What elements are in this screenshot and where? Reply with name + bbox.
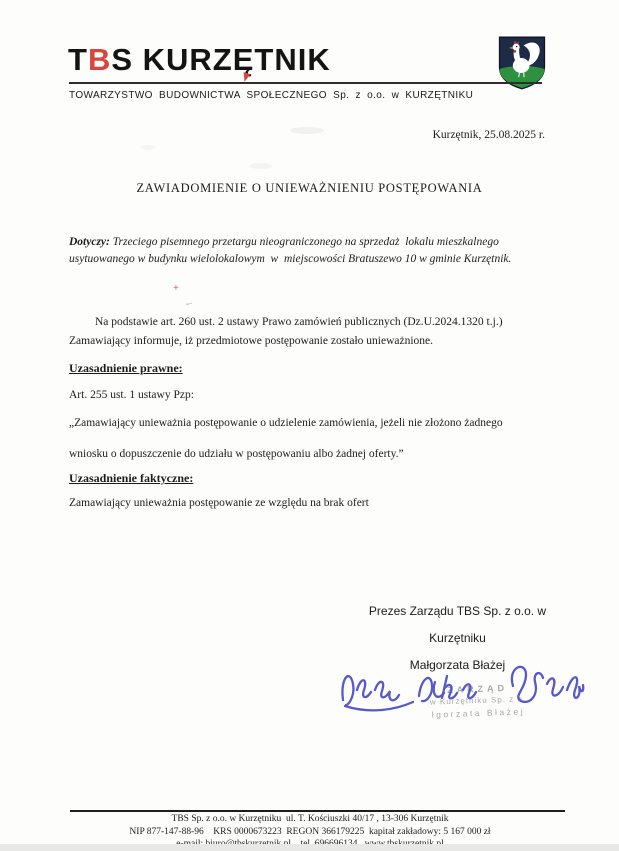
intro-line-1: Na podstawie art. 260 ust. 2 ustawy Prawo zamówień publicznych (Dz.U.2024.1320 t.j.) (95, 316, 503, 328)
stamp-line-2: w Kurzętniku Sp. z o. (429, 694, 527, 707)
scan-edge-shadow (0, 844, 619, 851)
subject-line-1: Trzeciego pisemnego przetargu nieograniczonego na sprzedaż lokalu mieszkalnego (109, 236, 499, 248)
scan-smudge (290, 127, 324, 134)
footer-registry-line: NIP 877-147-88-96 KRS 0000673223 REGON 366179225 kapitał zakładowy: 5 167 000 zł (129, 826, 491, 837)
signer-name: Małgorzata Błażej (409, 658, 506, 672)
subject-paragraph (69, 234, 549, 268)
scan-smudge (140, 145, 156, 150)
subject-line-2: usytuowanego w budynku wielolokalowym w miejscowości Bratuszewo 10 w gminie Kurzętnik. (69, 253, 512, 265)
scan-smudge (250, 163, 272, 169)
factual-text: Zamawiający unieważnia postępowanie ze względu na brak ofert (69, 497, 369, 509)
factual-justification-heading: Uzasadnienie faktyczne: (69, 471, 194, 485)
company-logo (68, 42, 331, 78)
document-title: ZAWIADOMIENIE O UNIEWAŻNIENIU POSTĘPOWANIA (136, 181, 483, 195)
company-subtitle: TOWARZYSTWO BUDOWNICTWA SPOŁECZNEGO Sp. z o.o. w KURZĘTNIKU (69, 90, 474, 101)
footer-divider-line (70, 810, 565, 812)
legal-basis-line: Art. 255 ust. 1 ustawy Pzp: (69, 389, 194, 401)
intro-line-2: Zamawiający informuje, iż przedmiotowe postępowanie zostało unieważnione. (69, 335, 434, 347)
subject-label: Dotyczy: (69, 236, 110, 248)
place-and-date: Kurzętnik, 25.08.2025 r. (432, 129, 545, 141)
stamp-line-1: ZARZĄD (446, 682, 509, 696)
header-divider-line (69, 82, 542, 84)
signer-title-line-1: Prezes Zarządu TBS Sp. z o.o. w (368, 604, 547, 618)
logo-letter-t: T (68, 42, 88, 77)
stamp-line-3: łgorzata Błażej (431, 706, 526, 720)
quote-line-2: wniosku o dopuszczenie do udziału w postępowaniu albo żadnej oferty.” (69, 448, 404, 460)
gray-scan-mark: ✓ (183, 297, 196, 311)
logo-text-part: S KURZ (111, 42, 233, 77)
footer-address-line: TBS Sp. z o.o. w Kurzętniku ul. T. Kościuszki 40/17 , 13-306 Kurzętnik (171, 814, 449, 824)
legal-justification-heading: Uzasadnienie prawne: (69, 361, 183, 375)
signer-title-line-2: Kurzętniku (429, 631, 486, 645)
red-scan-mark: + (173, 283, 179, 294)
logo-text-part: TNIK (254, 42, 331, 77)
handwritten-signature-icon (335, 658, 585, 723)
quote-line-1: „Zamawiający unieważnia postępowanie o udzielenie zamówienia, jeżeli nie złożono żadnego (69, 417, 503, 429)
logo-letter-b: B (87, 42, 112, 77)
logo-letter-e-ogonek: Ę (232, 42, 255, 77)
